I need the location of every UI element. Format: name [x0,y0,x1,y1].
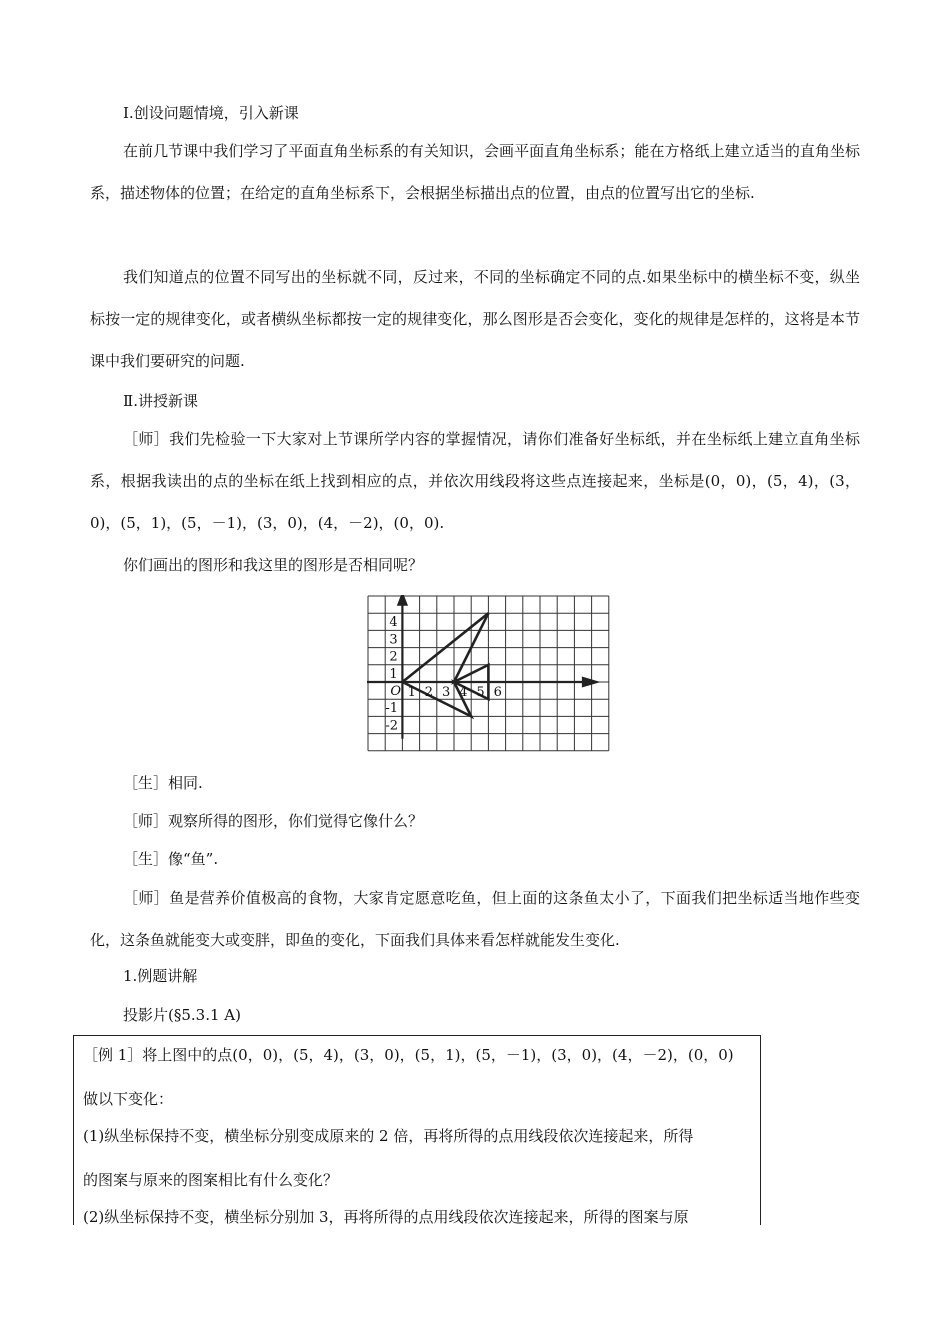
y-tick-label: 2 [389,649,398,665]
section2-heading: Ⅱ.讲授新课 [123,392,198,410]
fish-coordinate-figure [367,595,615,757]
section1-heading: Ⅰ.创设问题情境，引入新课 [123,104,299,122]
section1-paragraph-1: 在前几节课中我们学习了平面直角坐标系的有关知识，会画平面直角坐标系；能在方格纸上建立适当的直角坐标系，描述物体的位置；在给定的直角坐标系下，会根据坐标描出点的位置，由点的位置写出它的坐标. [90,142,860,202]
example-line-5: (2)纵坐标保持不变，横坐标分别加 3，再将所得的点用线段依次连接起来，所得的图案与原 [83,1208,689,1226]
x-tick-label: 1 [407,685,416,700]
y-tick-label: -2 [385,718,399,734]
x-tick-label: 4 [459,685,468,700]
dialog-student-1: ［生］相同. [123,774,203,792]
y-tick-label: 3 [389,632,398,648]
x-tick-label: 3 [442,685,451,700]
section2-paragraph-1: ［师］我们先检验一下大家对上节课所学内容的掌握情况，请你们准备好坐标纸，并在坐标纸上建立直角坐标系，根据我读出的点的坐标在纸上找到相应的点，并依次用线段将这些点连接起来，坐标是(0，0)，(5，4)，(3，0)，(5，1)，(5，－1)，(3，0)，(4，－2)，(0，0). [90,430,860,532]
example-line-3: (1)纵坐标保持不变，横坐标分别变成原来的 2 倍，再将所得的点用线段依次连接起来，所得 [83,1127,694,1145]
example-line-4: 的图案与原来的图案相比有什么变化？ [83,1171,339,1189]
figure-question: 你们画出的图形和我这里的图形是否相同呢？ [123,556,424,574]
y-tick-label: 1 [389,666,398,682]
example-box [73,1035,761,1225]
example-line-2: 做以下变化： [83,1090,174,1108]
slide-reference: 投影片(§5.3.1 A) [123,1006,241,1024]
x-tick-label: 6 [493,685,502,700]
section1-paragraph-2: 我们知道点的位置不同写出的坐标就不同，反过来，不同的坐标确定不同的点.如果坐标中的横坐标不变，纵坐标按一定的规律变化，或者横纵坐标都按一定的规律变化，那么图形是否会变化，变化的规律是怎样的，这将是本节课中我们要研究的问题. [90,268,860,370]
origin-label: O [390,684,402,699]
x-axis-arrow [583,678,597,686]
y-tick-label: 4 [389,615,398,631]
subsection-example: 1.例题讲解 [123,967,198,985]
dialog-student-3: ［生］像“鱼”. [123,850,219,868]
x-tick-label: 2 [424,685,434,700]
example-line-1: ［例 1］将上图中的点(0，0)，(5，4)，(3，0)，(5，1)，(5，－1)，(3，0)，(4，－2)，(0，0) [83,1046,734,1064]
dialog-teacher-2: ［师］观察所得的图形，你们觉得它像什么？ [123,812,424,830]
x-tick-label: 5 [476,685,485,700]
section2-paragraph-2: ［师］鱼是营养价值极高的食物，大家肯定愿意吃鱼，但上面的这条鱼太小了，下面我们把坐标适当地作些变化，这条鱼就能变大或变胖，即鱼的变化，下面我们具体来看怎样就能发生变化. [90,889,860,949]
y-tick-label: -1 [385,701,399,717]
